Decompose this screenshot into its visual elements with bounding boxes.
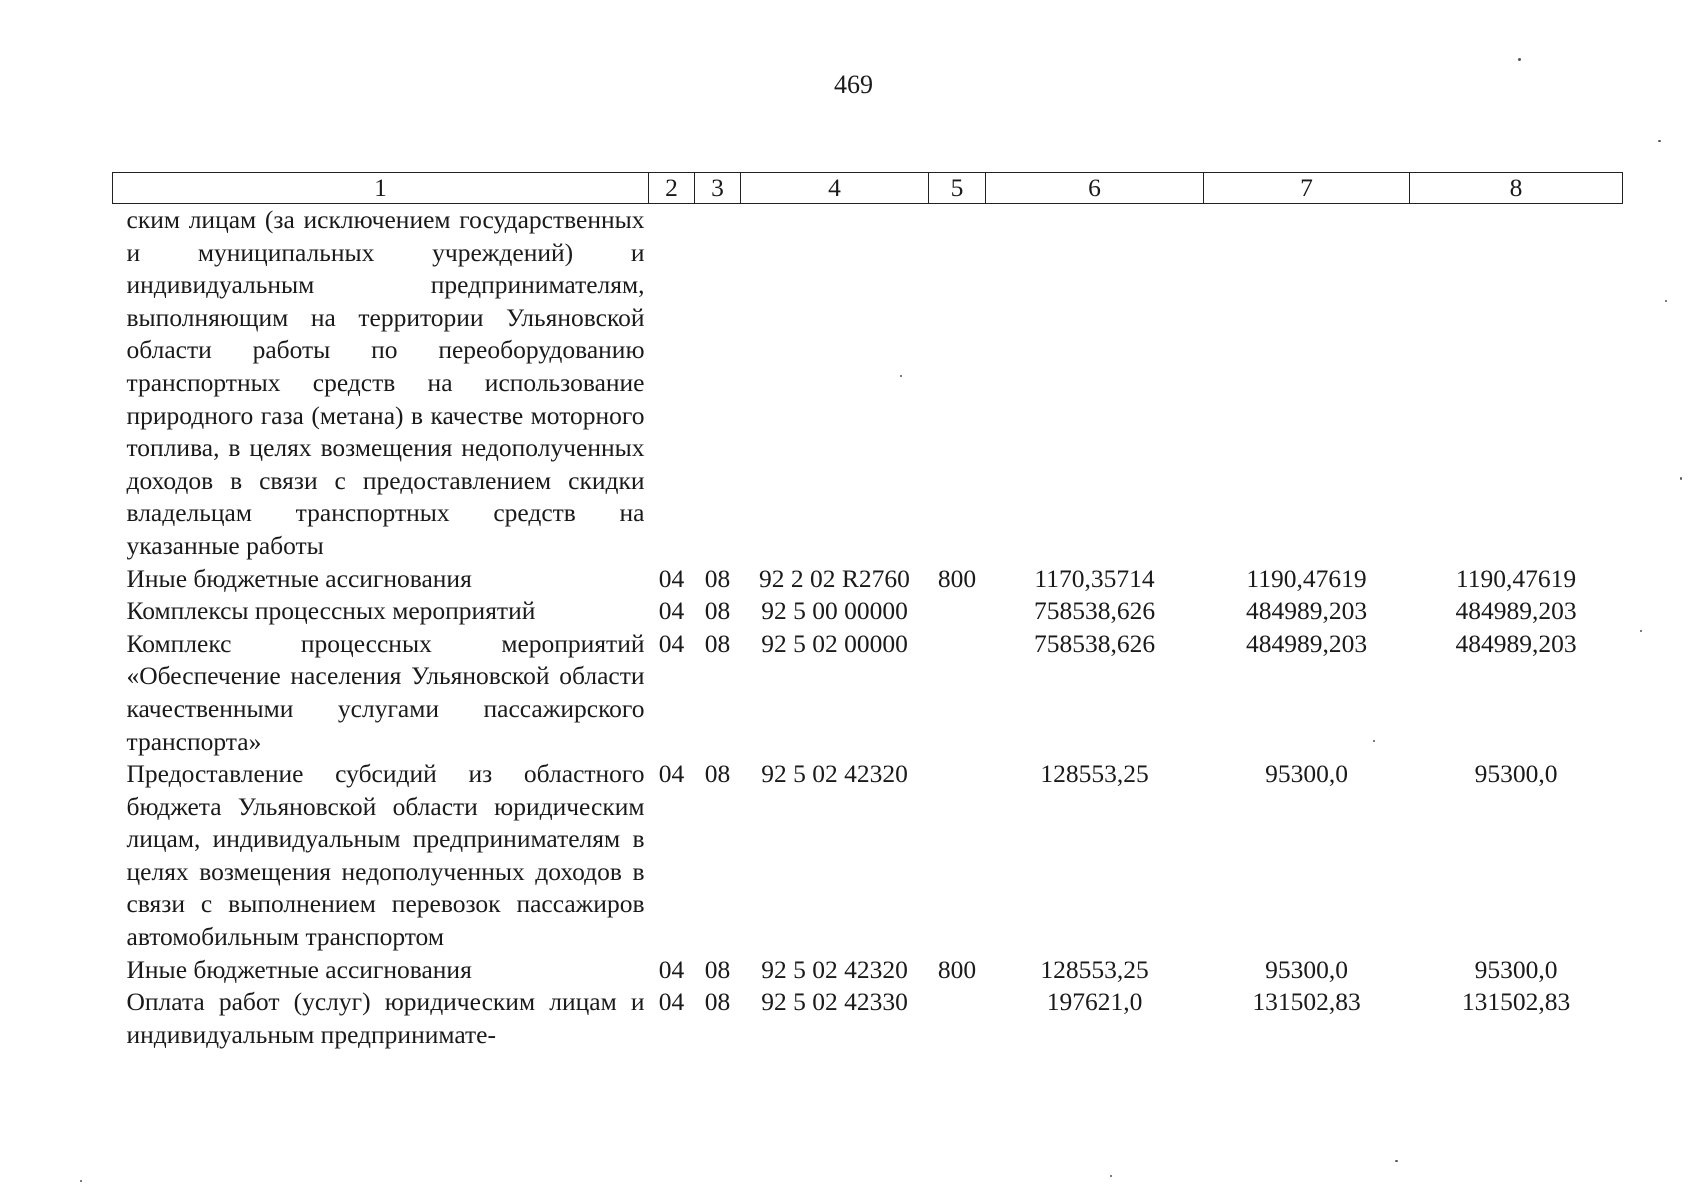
row-amount-col6: 128553,25 xyxy=(1040,954,1149,984)
scan-speck xyxy=(1680,477,1682,480)
header-col-5: 5 xyxy=(929,173,986,204)
row-subsection: 08 xyxy=(704,628,731,658)
row-name: ским лицам (за исключением государственных и муниципальных учреждений) и индивидуальным предпринимателям, выполняющим на территории Ульяновской области работы по переоборудованию транспортных средств на использование природного газа (метана) в качестве моторного топлива, в целях возмещения недополученных доходов в связи с предоставлением скидки владельцам транспортных средств на указанные работы xyxy=(126,205,645,560)
row-amount-col7: 95300,0 xyxy=(1265,759,1348,789)
row-section: 04 xyxy=(658,596,685,626)
row-amount-col7 xyxy=(1204,204,1410,563)
table-header xyxy=(113,173,1623,204)
row-amount-col8: 131502,83 xyxy=(1461,987,1571,1017)
row-amount-col8: 95300,0 xyxy=(1474,954,1558,984)
row-amount-col7: 131502,83 xyxy=(1252,987,1361,1017)
scan-speck xyxy=(1518,58,1521,61)
row-expense-type xyxy=(929,758,986,954)
row-amount-col8: 484989,203 xyxy=(1455,596,1577,626)
row-amount-col6: 1170,35714 xyxy=(1034,563,1155,593)
row-expense-type xyxy=(929,628,986,758)
table-row xyxy=(113,986,1623,1051)
page-number: 469 xyxy=(834,70,873,99)
row-section: 04 xyxy=(658,563,685,593)
row-target-code: 92 5 02 00000 xyxy=(761,628,908,658)
row-subsection: 08 xyxy=(704,954,731,984)
table-row xyxy=(113,628,1623,758)
header-col-1: 1 xyxy=(113,173,649,204)
row-amount-col7: 1190,47619 xyxy=(1246,563,1367,593)
row-name: Иные бюджетные ассигнования xyxy=(126,954,472,984)
table-row xyxy=(113,204,1623,563)
row-expense-type xyxy=(929,986,986,1051)
scan-speck xyxy=(80,1180,82,1182)
row-amount-col8: 484989,203 xyxy=(1455,628,1577,658)
scan-speck xyxy=(1395,1160,1398,1162)
table-row xyxy=(113,758,1623,954)
row-amount-col6: 758538,626 xyxy=(1033,628,1156,658)
header-col-2: 2 xyxy=(649,173,695,204)
row-subsection: 08 xyxy=(704,563,731,593)
row-name: Предоставление субсидий из областного бюджета Ульяновской области юридическим лицам, индивидуальным предпринимателям в целях возмещения недополученных доходов в связи с выполнением перевозок пассажиров автомобильным транспортом xyxy=(126,759,645,952)
scan-speck xyxy=(1110,1175,1112,1177)
row-name: Оплата работ (услуг) юридическим лицам и индивидуальным предпринимате- xyxy=(126,987,645,1049)
row-amount-col7: 95300,0 xyxy=(1265,954,1348,984)
row-target-code: 92 2 02 R2760 xyxy=(759,563,910,593)
row-amount-col6: 197621,0 xyxy=(1046,987,1143,1017)
row-name: Комплекс процессных мероприятий «Обеспечение населения Ульяновской области качественными услугами пассажирского транспорта» xyxy=(126,628,645,756)
row-subsection: 08 xyxy=(704,987,731,1017)
header-col-8: 8 xyxy=(1410,173,1623,204)
row-expense-type xyxy=(929,595,986,628)
table-row xyxy=(113,954,1623,987)
table-row xyxy=(113,563,1623,596)
row-section: 04 xyxy=(658,987,685,1017)
row-amount-col7: 484989,203 xyxy=(1245,628,1368,658)
row-target-code xyxy=(741,204,929,563)
header-col-6: 6 xyxy=(986,173,1204,204)
row-target-code: 92 5 00 00000 xyxy=(761,596,908,626)
row-target-code: 92 5 02 42330 xyxy=(761,987,908,1017)
row-subsection: 08 xyxy=(704,596,731,626)
row-amount-col8: 1190,47619 xyxy=(1455,563,1577,593)
scan-speck xyxy=(900,375,902,377)
row-amount-col6: 128553,25 xyxy=(1040,759,1149,789)
header-col-4: 4 xyxy=(741,173,929,204)
scan-speck xyxy=(1373,740,1375,742)
row-amount-col8: 95300,0 xyxy=(1474,759,1558,789)
row-amount-col6 xyxy=(986,204,1204,563)
header-col-3: 3 xyxy=(695,173,741,204)
header-col-7: 7 xyxy=(1204,173,1410,204)
table-row xyxy=(113,595,1623,628)
row-name: Комплексы процессных мероприятий xyxy=(126,596,536,626)
row-target-code: 92 5 02 42320 xyxy=(761,954,908,984)
header-row xyxy=(113,173,1623,204)
row-amount-col8 xyxy=(1410,204,1623,563)
table-body xyxy=(113,204,1623,1052)
row-expense-type: 800 xyxy=(937,954,977,984)
scan-speck xyxy=(1658,140,1661,142)
row-name: Иные бюджетные ассигнования xyxy=(126,563,472,593)
row-expense-type: 800 xyxy=(937,563,977,593)
row-amount-col6: 758538,626 xyxy=(1033,596,1156,626)
row-expense-type xyxy=(929,204,986,563)
row-section xyxy=(649,204,695,563)
row-target-code: 92 5 02 42320 xyxy=(761,759,908,789)
scan-speck xyxy=(1640,630,1642,632)
budget-table xyxy=(112,172,1623,1051)
row-amount-col7: 484989,203 xyxy=(1245,596,1368,626)
row-section: 04 xyxy=(658,954,685,984)
row-section: 04 xyxy=(658,628,685,658)
row-section: 04 xyxy=(658,759,685,789)
row-subsection xyxy=(695,204,741,563)
row-subsection: 08 xyxy=(704,759,731,789)
scan-speck xyxy=(1665,300,1667,302)
